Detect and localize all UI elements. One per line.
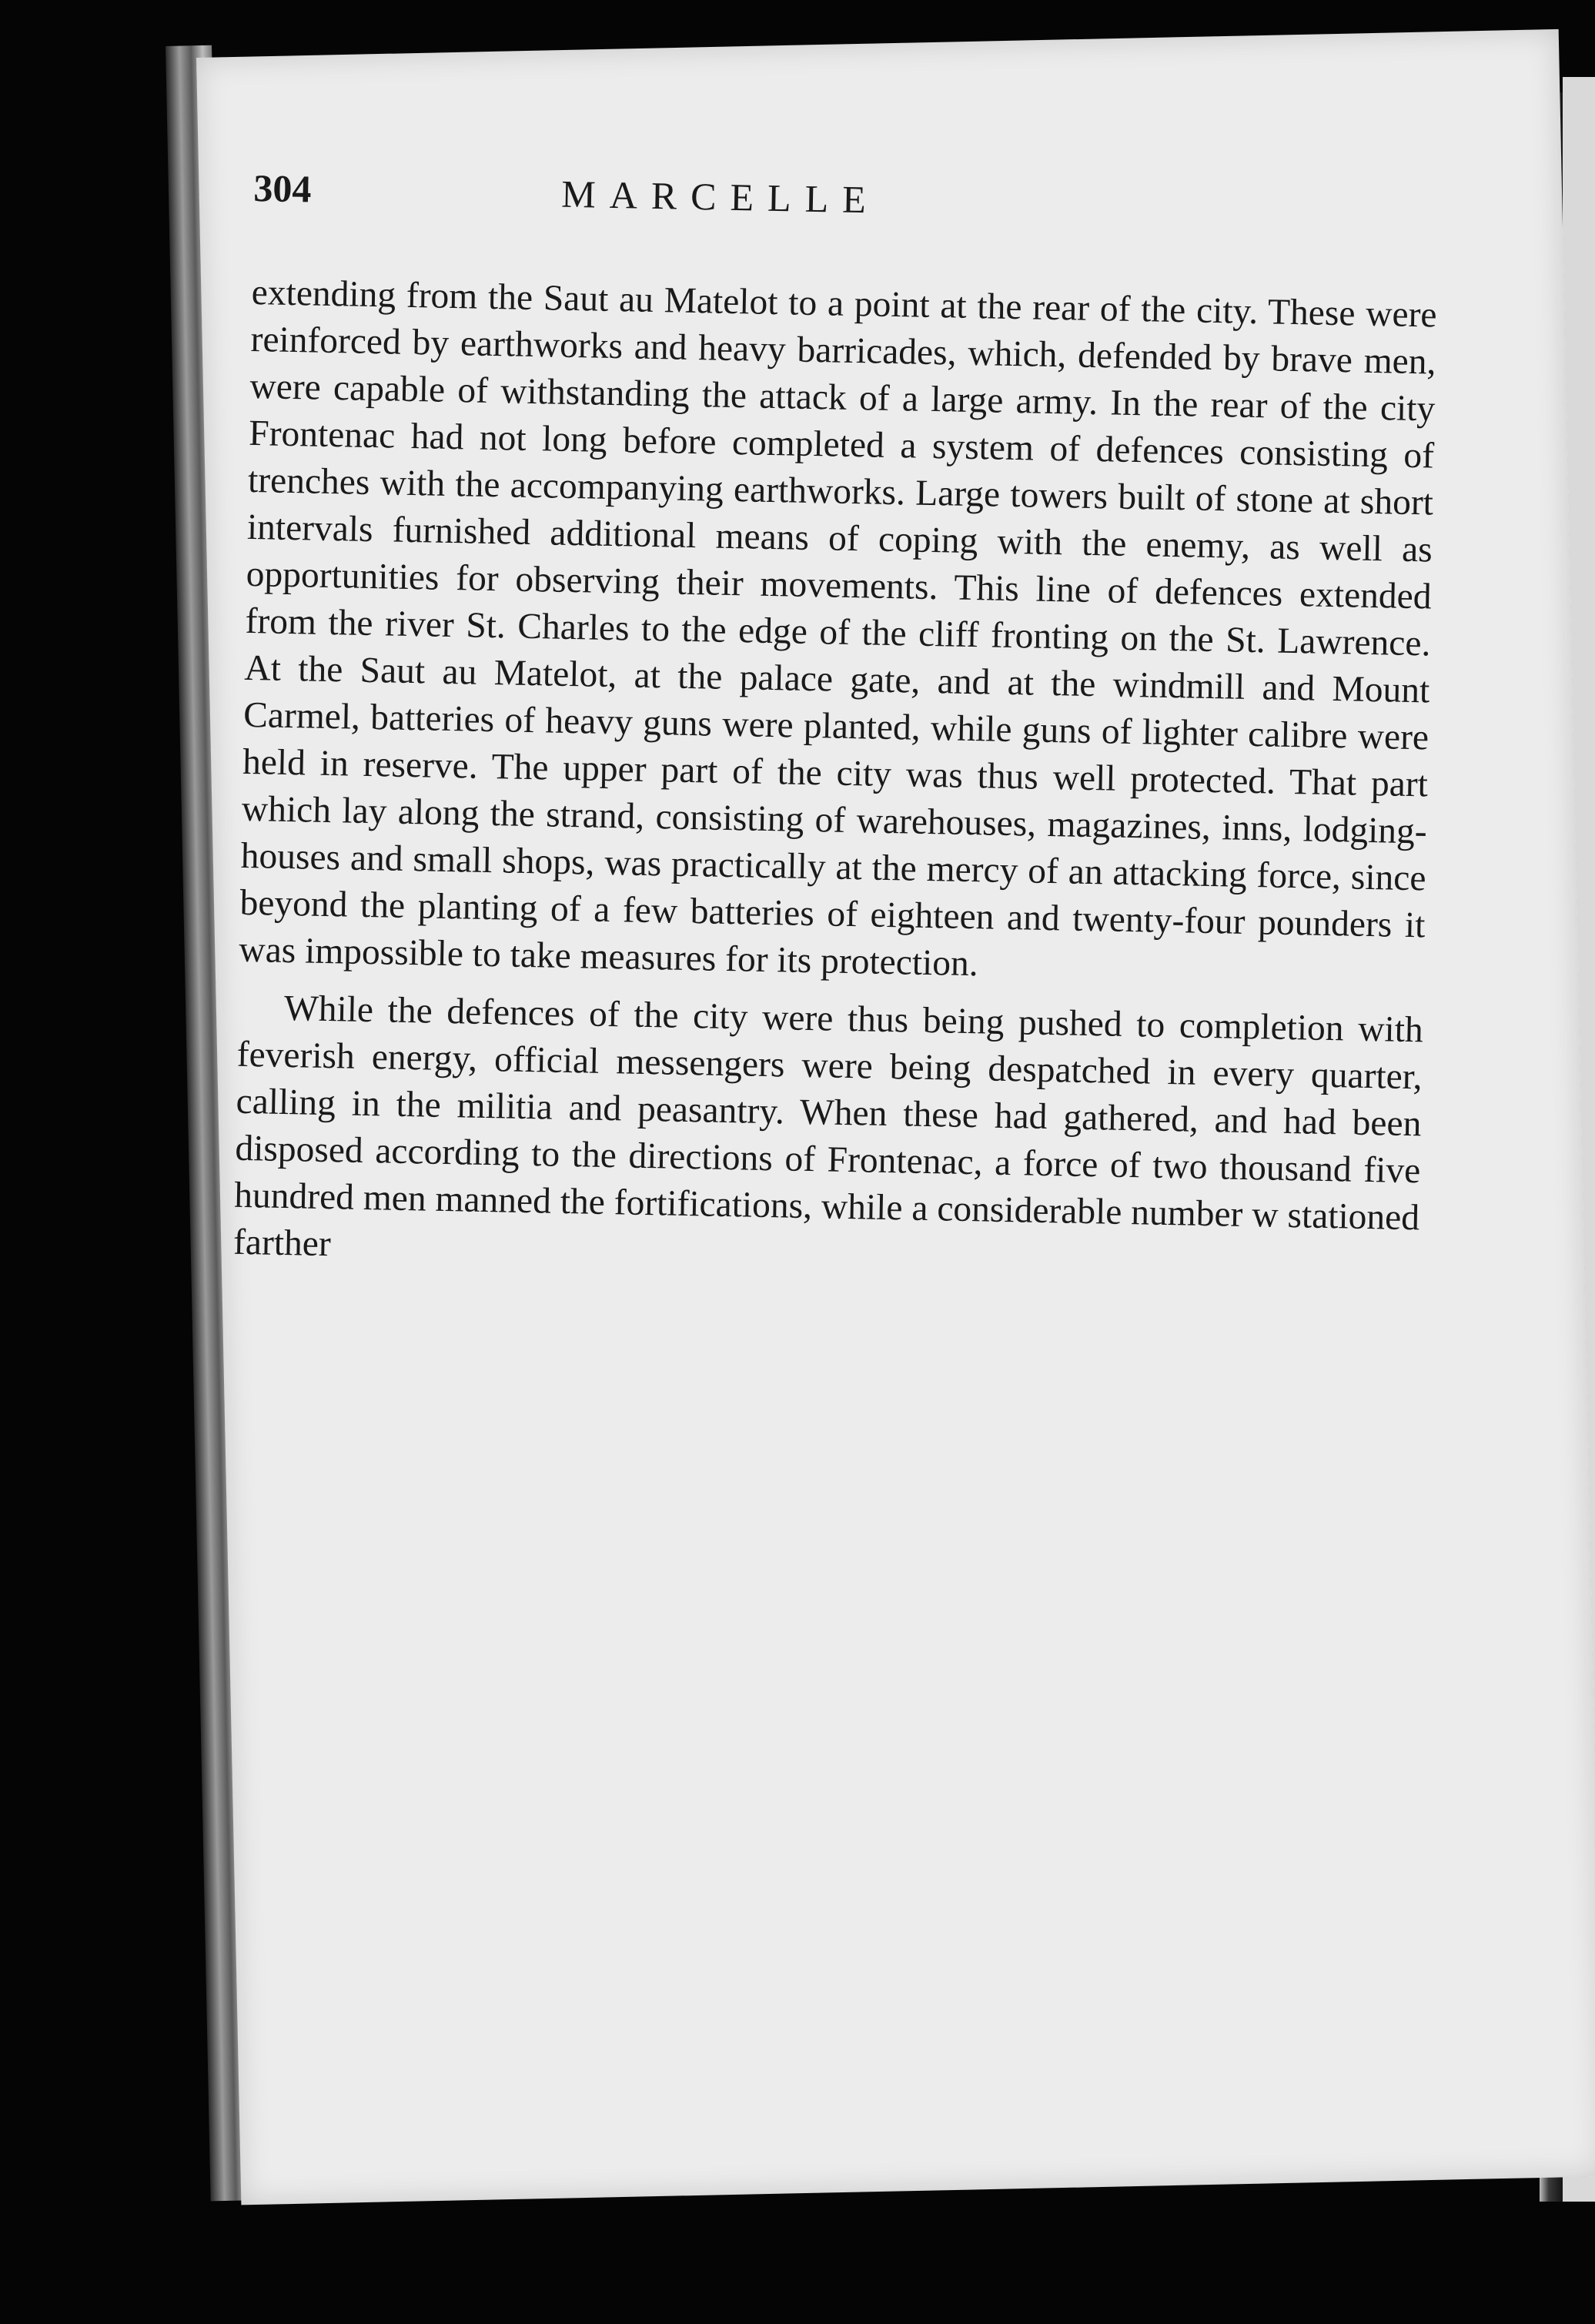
- page-text-block: [233, 166, 1440, 1289]
- page-number: 304: [252, 166, 312, 211]
- body-paragraph-2: While the defences of the city were thus being pushed to completion with feverish energy, official messengers were being despatched in every quarter, calling in the militia and peasantry. When these had gathered, and had been disposed according to the directions of Frontenac, a force of two thousand five hundred men manned the fortifications, while a considerable number w stationed farther: [232, 988, 1424, 1265]
- running-title: MARCELLE: [560, 172, 881, 222]
- body-paragraph-1: extending from the Saut au Matelot to a point at the rear of the city. These were reinforced by earthworks and heavy barricades, which, defended by brave men, were capable of withstanding the attack of a large army. In the rear of the city Frontenac had not long before completed a system of defences consisting of trenches with the accompanying earthworks. Large towers built of stone at short intervals furnished additional means of coping with the enemy, as well as opportunities for observing their movements. This line of defences extended from the river St. Charles to the edge of the cliff fronting on the St. Lawrence. At the Saut au Matelot, at the palace gate, and at the windmill and Mount Carmel, batteries of heavy guns were planted, while guns of lighter calibre were held in reserve. The upper part of the city was thus well protected. That part which lay along the strand, consisting of warehouses, magazines, inns, lodging-houses and small shops, was practically at the mercy of an attacking force, since beyond the planting of a few batteries of eighteen and twenty-four pounders it was impossible to take measures for its protection.: [238, 272, 1438, 985]
